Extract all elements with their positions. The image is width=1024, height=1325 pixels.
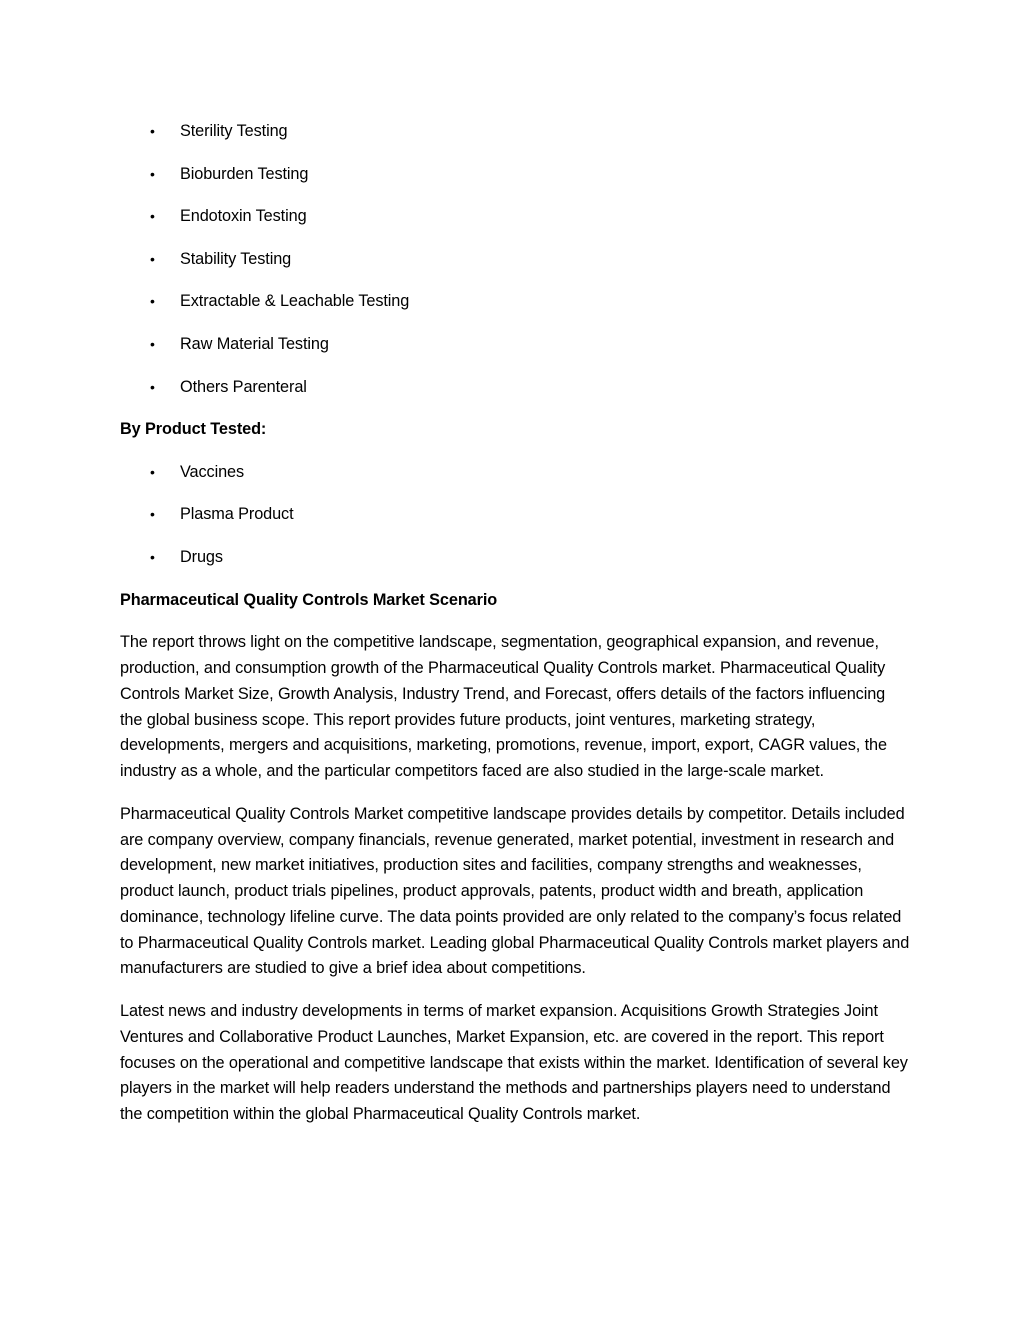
list-item-label: Drugs <box>180 547 223 566</box>
scenario-paragraph-3: Latest news and industry developments in terms of market expansion. Acquisitions Growth Strategies Joint Ventures and Collaborative Product Launches, Market Expansion, etc. are covered in the report. This report focuses on the operational and competitive landscape that exists within the market. Identification of several key players in the market will help readers understand the methods and partnerships players need to understand the competition within the global Pharmaceutical Quality Controls market. <box>120 1002 908 1124</box>
list-item-label: Plasma Product <box>180 505 294 524</box>
list-item-label: Others Parenteral <box>180 377 307 396</box>
list-item <box>120 247 910 273</box>
list-item <box>120 545 910 571</box>
list-item <box>120 332 910 358</box>
scenario-paragraph-2: Pharmaceutical Quality Controls Market competitive landscape provides details by competitor. Details included are company overview, company financials, revenue generated, market potential, investment in research and development, new market initiatives, production sites and facilities, company strengths and weaknesses, product launch, product trials pipelines, product approvals, patents, product width and breath, application dominance, technology lifeline curve. The data points provided are only related to the company’s focus related to Pharmaceutical Quality Controls market. Leading global Pharmaceutical Quality Controls market players and manufacturers are studied to give a brief idea about competitions. <box>120 804 910 978</box>
list-item-label: Vaccines <box>180 462 245 481</box>
bullet-icon: • <box>150 250 155 267</box>
product-tested-heading: By Product Tested: <box>120 420 267 439</box>
product-tested-list <box>120 460 910 571</box>
scenario-heading: Pharmaceutical Quality Controls Market Scenario <box>120 590 498 609</box>
bullet-icon: • <box>150 463 155 480</box>
list-item-label: Raw Material Testing <box>180 334 329 353</box>
list-item-label: Extractable & Leachable Testing <box>180 292 410 311</box>
list-item <box>120 289 910 315</box>
list-item-label: Stability Testing <box>180 249 292 268</box>
test-type-list <box>120 119 910 400</box>
scenario-paragraph-1: The report throws light on the competitive landscape, segmentation, geographical expansion, and revenue, production, and consumption growth of the Pharmaceutical Quality Controls market. Pharmaceutical Quality Controls Market Size, Growth Analysis, Industry Trend, and Forecast, offers details of the factors influencing the global business scope. This report provides future products, joint ventures, marketing strategy, developments, mergers and acquisitions, marketing, promotions, revenue, import, export, CAGR values, the industry as a whole, and the particular competitors faced are also studied in the large-scale market. <box>120 633 887 781</box>
list-item <box>120 162 910 188</box>
bullet-icon: • <box>150 378 155 395</box>
bullet-icon: • <box>150 165 155 182</box>
list-item <box>120 460 910 486</box>
list-item-label: Endotoxin Testing <box>180 207 307 226</box>
document-content <box>120 119 910 1145</box>
list-item <box>120 204 910 230</box>
bullet-icon: • <box>150 208 155 225</box>
bullet-icon: • <box>150 293 155 310</box>
list-item <box>120 119 910 145</box>
bullet-icon: • <box>150 548 155 565</box>
list-item <box>120 375 910 401</box>
list-item <box>120 502 910 528</box>
bullet-icon: • <box>150 506 155 523</box>
list-item-label: Bioburden Testing <box>180 164 309 183</box>
list-item-label: Sterility Testing <box>180 122 288 140</box>
bullet-icon: • <box>150 123 155 139</box>
bullet-icon: • <box>150 335 155 352</box>
